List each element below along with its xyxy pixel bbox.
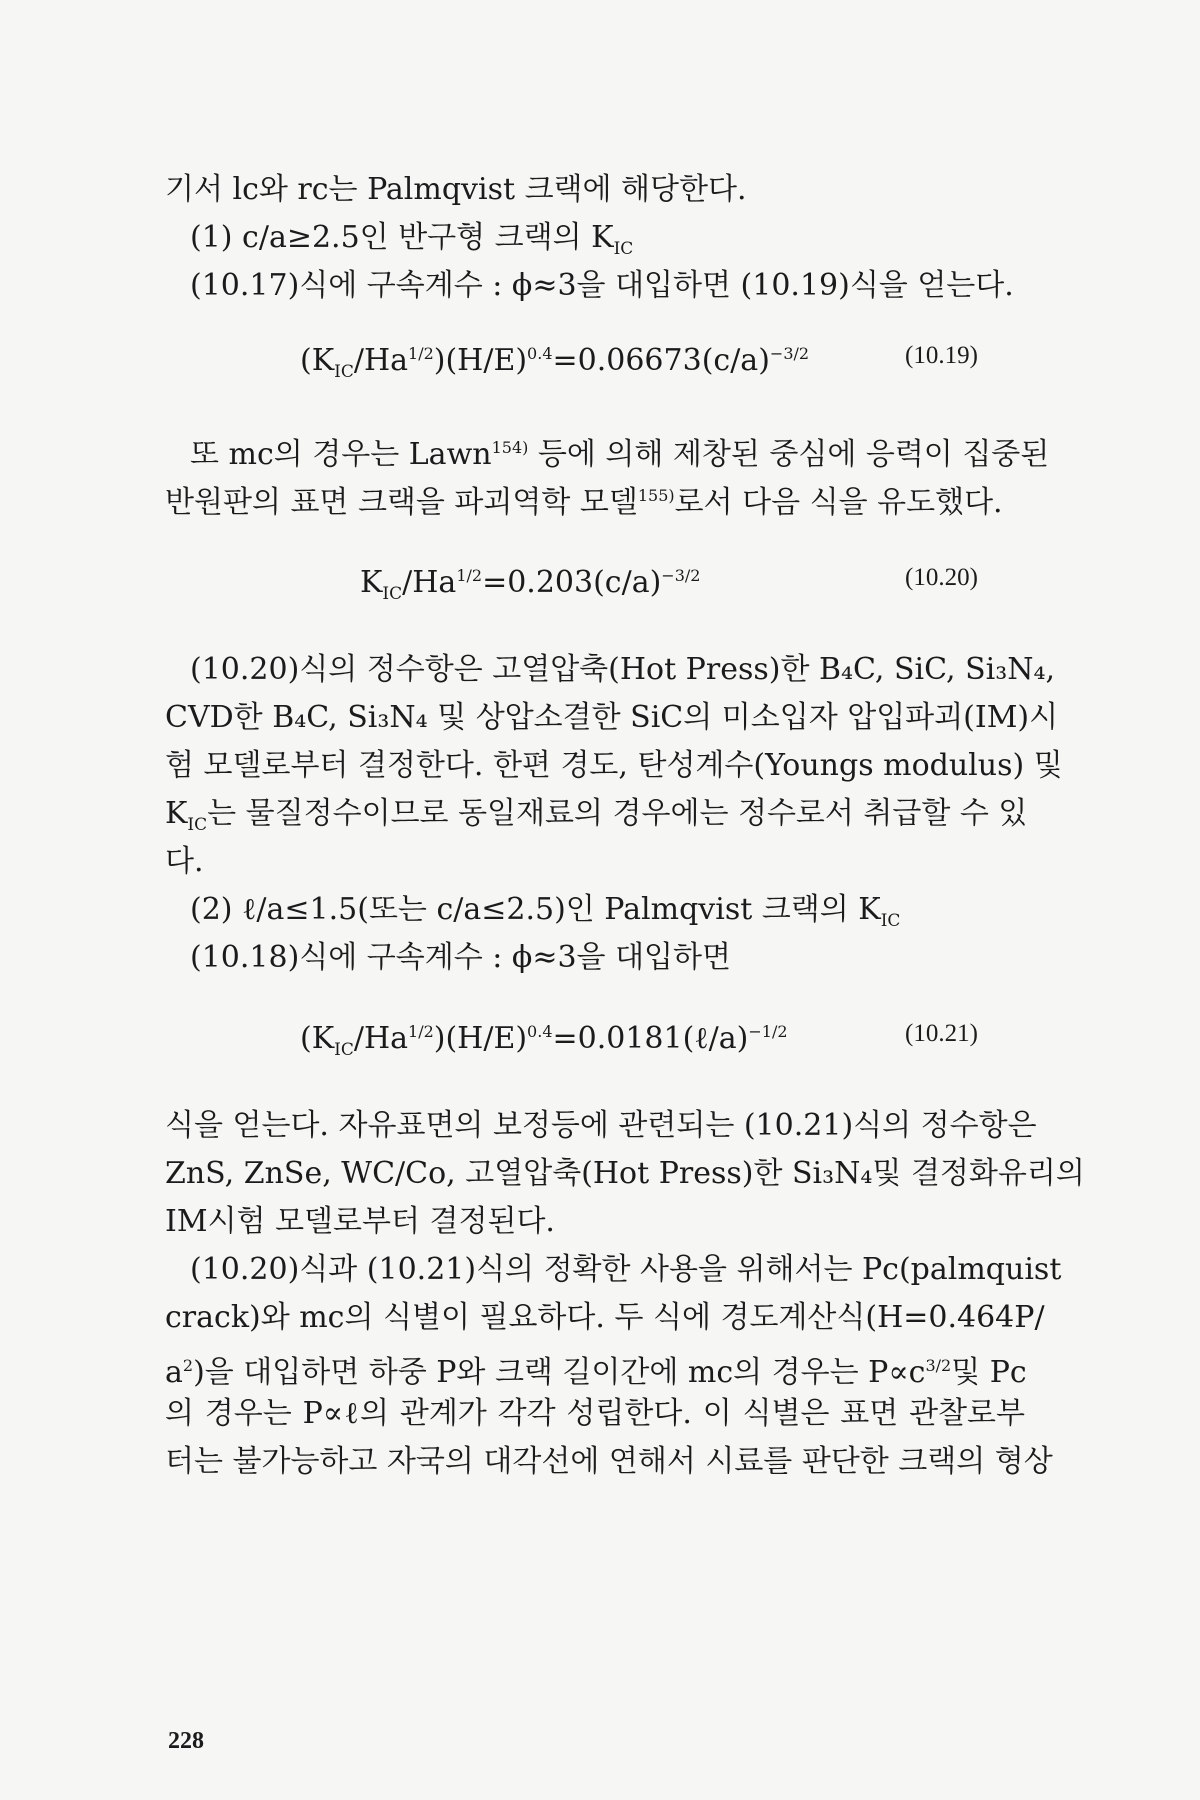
text-line: (10.20)식의 정수항은 고열압축(Hot Press)한 B₄C, SiC, Si₃N₄, [190,652,1056,687]
equation-10-20: $K_{IC}/Ha^{1/2}=0.203(c/a)^{-3/2}$ [360,565,701,604]
text-line: 기서 lc와 rc는 Palmqvist 크랙에 해당한다. [165,172,747,207]
equation-number: (10.20) [905,564,978,591]
text-line: ZnS, ZnSe, WC/Co, 고열압축(Hot Press)한 Si₃N₄및 결정화유리의 [165,1156,1085,1191]
text-line: 또 mc의 경우는 Lawn$^{154)}$ 등에 의해 제창된 중심에 응력이 집중된 [190,437,1050,472]
text-line: 반원판의 표면 크랙을 파괴역학 모델$^{155)}$로서 다음 식을 유도했다. [165,485,1003,520]
equation-number: (10.19) [905,342,978,369]
text-line: (10.18)식에 구속계수 : ϕ≈3을 대입하면 [190,940,731,975]
text-line: 식을 얻는다. 자유표면의 보정등에 관련되는 (10.21)식의 정수항은 [165,1108,1037,1143]
text-line: 다. [165,844,204,879]
text-line: $K_{IC}$는 물질정수이므로 동일재료의 경우에는 정수로서 취급할 수 있 [165,796,1028,835]
equation-10-21: $(K_{IC}/Ha^{1/2})(H/E)^{0.4}=0.0181(\ell/a)^{-1/2}$ [300,1021,788,1060]
text-line: (10.17)식에 구속계수 : ϕ≈3을 대입하면 (10.19)식을 얻는다. [190,268,1014,303]
text-line: 험 모델로부터 결정한다. 한편 경도, 탄성계수(Youngs modulus) 및 [165,748,1063,783]
page-number: 228 [168,1728,204,1754]
text-line: 터는 불가능하고 자국의 대각선에 연해서 시료를 판단한 크랙의 형상 [165,1444,1053,1479]
subscript: IC [613,239,634,259]
text-line: (2) ℓ/a≤1.5(또는 c/a≤2.5)인 Palmqvist 크랙의 $K_{IC}$ [190,892,901,931]
text-line: crack)와 mc의 식별이 필요하다. 두 식에 경도계산식(H=0.464P/ [165,1300,1045,1335]
text-line: CVD한 B₄C, Si₃N₄ 및 상압소결한 SiC의 미소입자 압입파괴(IM)시 [165,700,1059,735]
text-line: $a^2$)을 대입하면 하중 P와 크랙 길이간에 mc의 경우는 $P\propto c^{3/2}$및 Pc [165,1355,1027,1390]
equation-10-19: $(K_{IC}/Ha^{1/2})(H/E)^{0.4}=0.06673(c/a)^{-3/2}$ [300,343,810,382]
text-line: IM시험 모델로부터 결정된다. [165,1204,555,1239]
text-line: (10.20)식과 (10.21)식의 정확한 사용을 위해서는 Pc(palmquist [190,1252,1062,1287]
equation-number: (10.21) [905,1020,978,1047]
text-line: 의 경우는 P∝ℓ의 관계가 각각 성립한다. 이 식별은 표면 관찰로부 [165,1396,1025,1431]
text-line: (1) c/a≥2.5인 반구형 크랙의 $K_{IC}$ [190,220,634,259]
